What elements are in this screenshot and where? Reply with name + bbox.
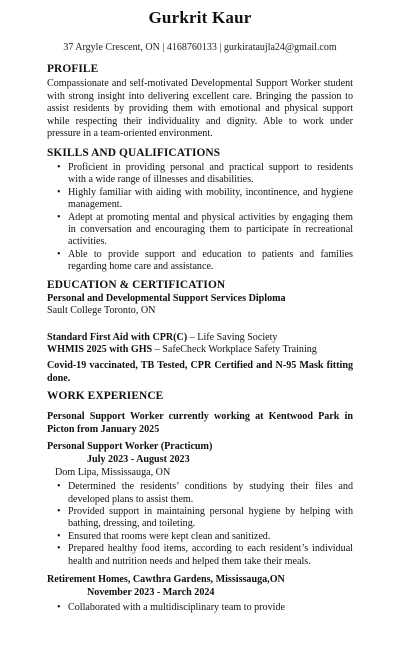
covid-status: Covid-19 vaccinated, TB Tested, CPR Certified and N-95 Mask fitting done.	[47, 360, 353, 384]
section-title-education: EDUCATION & CERTIFICATION	[47, 278, 226, 291]
certification-name: Standard First Aid with CPR(C)	[47, 331, 188, 343]
list-item: • Determined the residents’ conditions by studying their files and developed plans to assist them.	[58, 481, 353, 506]
job-title: Retirement Homes, Cawthra Gardens, Mississauga,ON	[47, 574, 285, 585]
certification-provider: – SafeCheck Workplace Safety Training	[152, 344, 317, 356]
list-item: • Proficient in providing personal and practical support to residents with a wide range of illnesses and disabilities.	[58, 162, 353, 187]
profile-text: Compassionate and self-motivated Developmental Support Worker student with strong insight into delivering excellent care. Bringing the passion to assist residents by providing them with emotional and physical support while respecting their individuality and dignity. Able to work under pressure in a team-oriented environment.	[47, 78, 353, 140]
certification-name: WHMIS 2025 with GHS	[47, 344, 153, 356]
list-item: • Collaborated with a multidisciplinary team to provide	[58, 602, 353, 614]
job-dates: July 2023 - August 2023	[87, 453, 190, 465]
job-dates: November 2023 - March 2024	[87, 586, 215, 598]
job-title: Personal Support Worker (Practicum)	[47, 441, 213, 453]
contact-line: 37 Argyle Crescent, ON | 4168760133 | gurkirataujla24@gmail.com	[63, 42, 337, 53]
candidate-name: Gurkrit Kaur	[148, 8, 252, 27]
certification-first-aid	[47, 332, 400, 345]
section-title-experience: WORK EXPERIENCE	[47, 390, 164, 403]
list-item: • Prepared healthy food items, according to each resident’s individual health and nutrition needs and helped them take their meals.	[58, 543, 353, 568]
list-item: • Ensured that rooms were kept clean and sanitized.	[58, 531, 353, 543]
job-duties-list	[0, 602, 353, 614]
list-item: • Provided support in maintaining personal hygiene by helping with bathing, dressing, and toileting.	[58, 506, 353, 531]
current-position: Personal Support Worker currently working at Kentwood Park in Picton from January 2025	[47, 411, 353, 435]
job-duties-list	[0, 481, 353, 568]
list-item: • Able to provide support and education to patients and families regarding home care and assistance.	[58, 249, 353, 274]
section-title-profile: PROFILE	[47, 63, 99, 75]
section-title-skills: SKILLS AND QUALIFICATIONS	[47, 146, 221, 159]
skills-list	[0, 162, 353, 274]
list-item: • Adept at promoting mental and physical activities by engaging them in conversation and encouraging them to participate in recreational activities.	[58, 212, 353, 249]
certification-provider: – Life Saving Society	[187, 331, 278, 343]
diploma-name: Personal and Developmental Support Services Diploma	[47, 292, 286, 304]
school-name: Sault College Toronto, ON	[47, 305, 156, 317]
certification-whmis	[47, 344, 400, 357]
job-location: Dom Lipa, Mississauga, ON	[55, 466, 171, 478]
list-item: • Highly familiar with aiding with mobility, incontinence, and hygiene management.	[58, 187, 353, 212]
